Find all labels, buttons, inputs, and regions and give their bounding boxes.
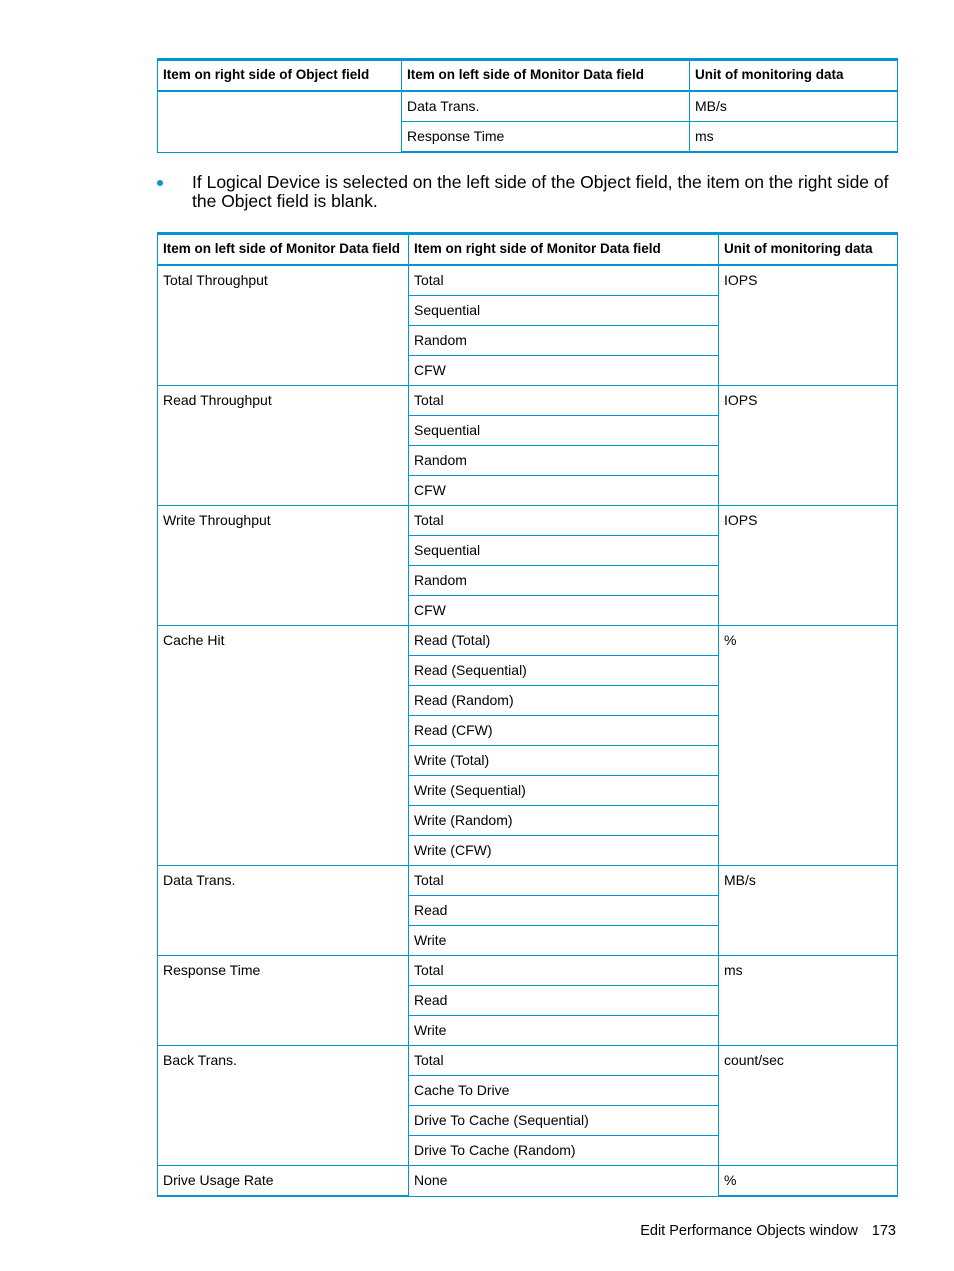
column-header: Item on left side of Monitor Data field [402,60,690,92]
table-cell: Write (Total) [409,746,719,776]
table-cell: Back Trans. [158,1046,409,1166]
table-cell: Write (CFW) [409,836,719,866]
table-cell: Sequential [409,416,719,446]
table-cell: IOPS [719,386,898,506]
table-cell: ms [719,956,898,1046]
table-cell [158,91,402,152]
table-row [158,626,898,656]
bullet-icon [157,180,163,186]
table-cell: Random [409,566,719,596]
table-cell: Drive Usage Rate [158,1166,409,1197]
table-cell: Read (Random) [409,686,719,716]
table-row [158,265,898,296]
table-cell: Read (CFW) [409,716,719,746]
table-cell: Random [409,446,719,476]
table-cell: Data Trans. [158,866,409,956]
table-body [158,265,898,1196]
table-cell: CFW [409,596,719,626]
object-monitor-table [157,58,898,153]
table-cell: Read (Sequential) [409,656,719,686]
table-cell: Read [409,896,719,926]
table-row [158,386,898,416]
table-cell: ms [690,122,898,153]
table-cell: CFW [409,356,719,386]
table-cell: count/sec [719,1046,898,1166]
table-cell: Drive To Cache (Sequential) [409,1106,719,1136]
table-header-row [158,60,898,92]
table-cell: Cache Hit [158,626,409,866]
table-cell: Read (Total) [409,626,719,656]
table-cell: Write (Sequential) [409,776,719,806]
page-number: 173 [871,1223,896,1239]
table-cell: Response Time [158,956,409,1046]
column-header: Item on left side of Monitor Data field [158,234,409,266]
footer-section-title: Edit Performance Objects window [640,1223,858,1239]
table-cell: Response Time [402,122,690,153]
page-footer [640,1222,896,1240]
table-cell: Total [409,506,719,536]
table-cell: None [409,1166,719,1197]
table-cell: MB/s [719,866,898,956]
table-cell: Write (Random) [409,806,719,836]
table-cell: Total Throughput [158,265,409,386]
table-row [158,91,898,122]
table-row [158,956,898,986]
table-cell: Write [409,1016,719,1046]
bullet-text: If Logical Device is selected on the left side of the Object field, the item on the right side of the Object field is blank. [192,172,889,211]
table-cell: Read [409,986,719,1016]
table-row [158,1046,898,1076]
table-cell: Write [409,926,719,956]
table-cell: Drive To Cache (Random) [409,1136,719,1166]
table-cell: MB/s [690,91,898,122]
table-cell: Data Trans. [402,91,690,122]
table-row [158,506,898,536]
table-cell: Total [409,1046,719,1076]
table-cell: Sequential [409,296,719,326]
table-cell: Sequential [409,536,719,566]
table-row [158,1166,898,1197]
column-header: Item on right side of Monitor Data field [409,234,719,266]
table-cell: Cache To Drive [409,1076,719,1106]
table-row [158,866,898,896]
table-header-row [158,234,898,266]
table-cell: CFW [409,476,719,506]
table-cell: % [719,1166,898,1197]
table-cell: IOPS [719,265,898,386]
table-cell: Read Throughput [158,386,409,506]
table-cell: Random [409,326,719,356]
table-cell: Total [409,265,719,296]
column-header: Unit of monitoring data [690,60,898,92]
column-header: Unit of monitoring data [719,234,898,266]
table-cell: Total [409,386,719,416]
table-cell: Total [409,956,719,986]
table-cell: % [719,626,898,866]
monitor-data-table [157,232,898,1197]
table-cell: Write Throughput [158,506,409,626]
table-cell: IOPS [719,506,898,626]
table-cell: Total [409,866,719,896]
column-header: Item on right side of Object field [158,60,402,92]
